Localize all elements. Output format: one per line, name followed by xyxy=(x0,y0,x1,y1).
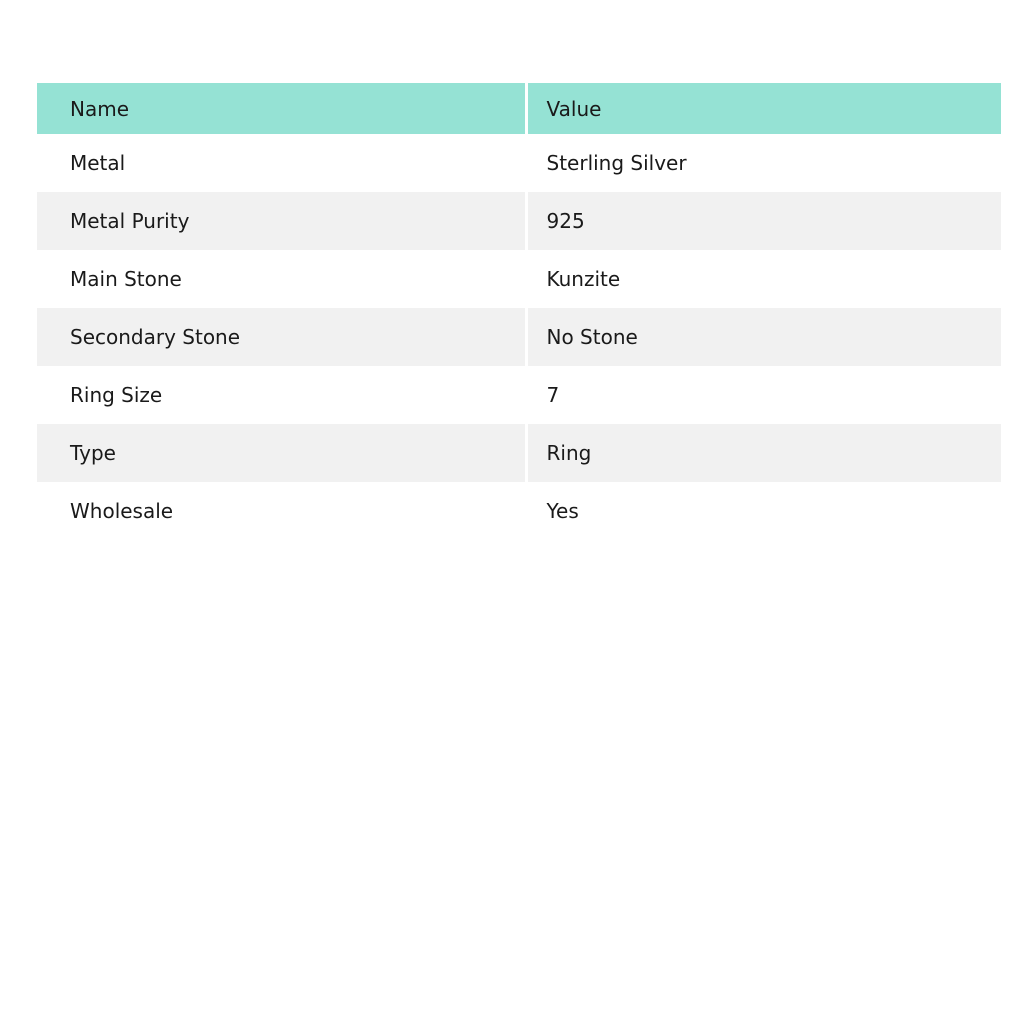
attribute-value-cell: 925 xyxy=(546,209,585,233)
attribute-value-cell: Kunzite xyxy=(546,267,621,291)
attribute-name-cell: Type xyxy=(37,424,526,482)
product-attributes-table xyxy=(37,83,1001,540)
attribute-value-cell: Yes xyxy=(546,499,579,523)
table-row xyxy=(37,424,1001,482)
table-row xyxy=(37,308,1001,366)
attribute-name-cell: Metal xyxy=(37,134,526,192)
table-row xyxy=(37,134,1001,192)
column-header-value: Value xyxy=(546,96,602,121)
attribute-value-cell: Sterling Silver xyxy=(546,151,687,175)
attribute-name-cell: Ring Size xyxy=(37,366,526,424)
attribute-name-cell: Metal Purity xyxy=(37,192,526,250)
table-header-row xyxy=(37,83,1001,134)
attribute-name-cell: Secondary Stone xyxy=(37,308,526,366)
attribute-name-cell: Wholesale xyxy=(37,482,526,540)
table-body xyxy=(37,134,1001,540)
attribute-value-cell: 7 xyxy=(546,383,560,407)
table-header xyxy=(37,83,1001,134)
table-row xyxy=(37,250,1001,308)
column-header-name: Name xyxy=(37,83,526,134)
table-row xyxy=(37,366,1001,424)
attribute-name-cell: Main Stone xyxy=(37,250,526,308)
attribute-value-cell: Ring xyxy=(546,441,592,465)
table-row xyxy=(37,482,1001,540)
table-row xyxy=(37,192,1001,250)
attribute-value-cell: No Stone xyxy=(546,325,638,349)
